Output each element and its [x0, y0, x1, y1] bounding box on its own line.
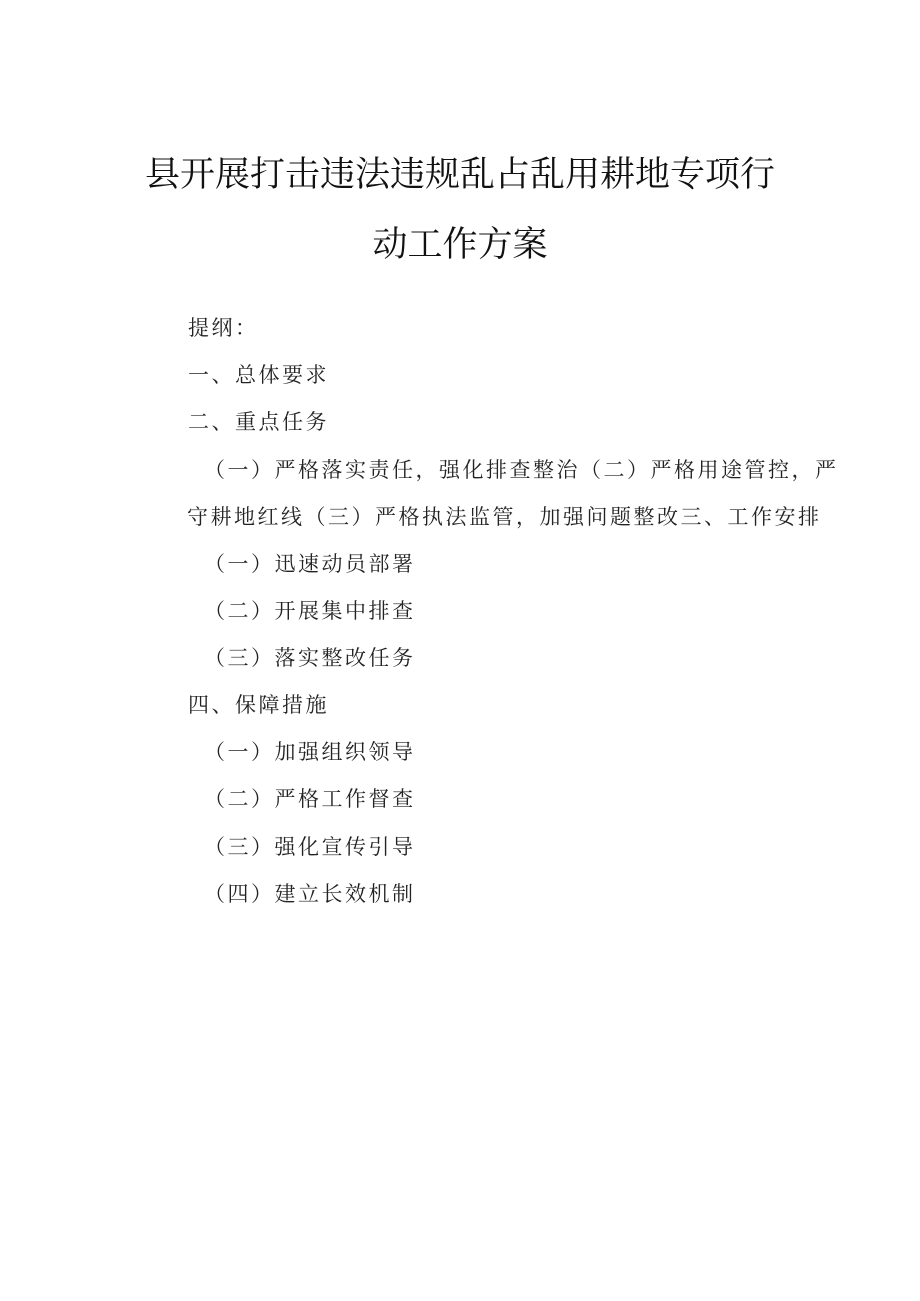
- section-3-item-2: （二）开展集中排查: [204, 599, 416, 623]
- section-4-item-1: （一）加强组织领导: [204, 740, 416, 764]
- section-4-item-4: （四）建立长效机制: [204, 882, 416, 906]
- section-4-item-2: （二）严格工作督查: [204, 787, 416, 811]
- outline-label: 提纲：: [188, 316, 259, 340]
- document-title-line-2: 动工作方案: [372, 225, 548, 265]
- section-3-item-3: （三）落实整改任务: [204, 646, 416, 670]
- document-title-line-1: 县开展打击违法违规乱占乱用耕地专项行: [144, 155, 775, 195]
- section-heading-2: 二、重点任务: [188, 410, 329, 434]
- section-heading-4: 四、保障措施: [188, 693, 329, 717]
- section-4-item-3: （三）强化宣传引导: [204, 835, 416, 859]
- section-2-items-line-2: 守耕地红线（三）严格执法监管，加强问题整改三、工作安排: [187, 505, 822, 529]
- section-3-item-1: （一）迅速动员部署: [204, 552, 416, 576]
- section-2-items-line-1: （一）严格落实责任，强化排查整治（二）严格用途管控，严: [204, 458, 839, 482]
- section-heading-1: 一、总体要求: [188, 363, 329, 387]
